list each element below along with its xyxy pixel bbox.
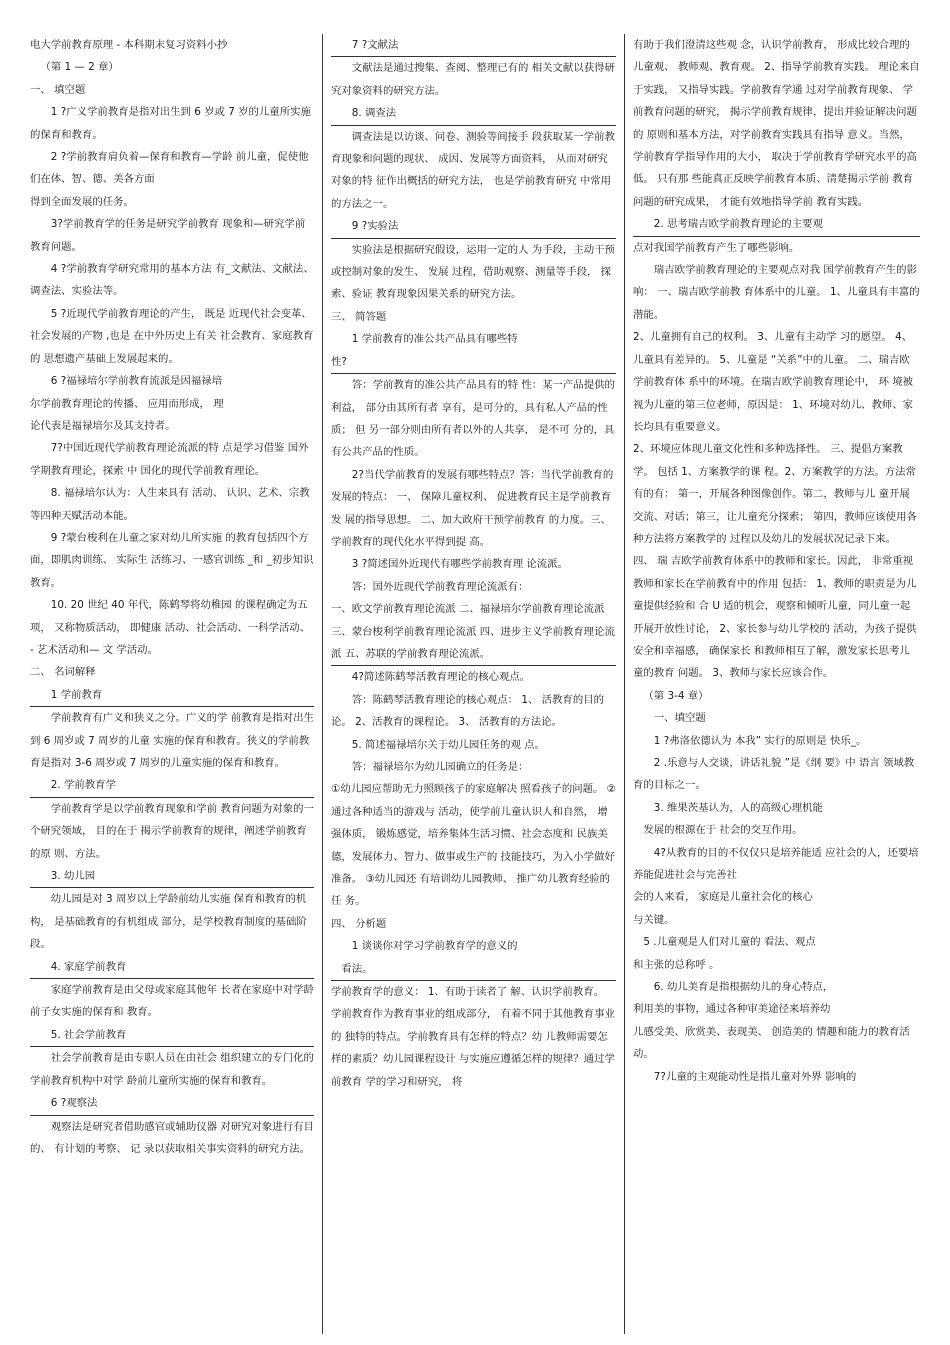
text-paragraph: 2 .乐意与人交谈，讲话礼貌 ”是《纲 要》中 语言 领域教育的目标之一。 xyxy=(633,757,915,792)
text-paragraph: 4 ?学前教育学研究常用的基本方法 有_文献法、文献法、调查法、实验法等。 xyxy=(30,263,314,298)
text-paragraph: 会的人来看， 家庭是儿童社会化的核心 xyxy=(633,891,813,904)
text-paragraph: （第 1 — 2 章） xyxy=(40,61,119,74)
text-paragraph: 2?当代学前教育的发展有哪些特点？答：当代学前教育的发展的特点： 一、 保障儿童权利、 促进教育民主是学前教育发 展的指导思想。 二、加大政府干预学前教育 的力度。三、学前教育的现代化水平得到提 高。 xyxy=(331,468,614,548)
text-paragraph: 5 .儿童观是人们对儿童的 看法、观点 xyxy=(643,936,816,949)
text-paragraph: 调查法是以访谈、问卷、测验等间接手 段获取某一学前教育现象和问题的现状、 成因、发展等方面资料， 从而对研究对象的特 征作出概括的研究方法， 也是学前教育研究 中常用的方法之一。 xyxy=(331,130,615,210)
text-paragraph: 6 ?福禄培尔学前教育流派是因福禄培 xyxy=(50,375,223,388)
text-paragraph: 答：陈鹤琴活教育理论的核心观点： 1、 活教育的目的论。 2、活教育的课程论。 3、 活教育的方法论。 xyxy=(331,693,604,729)
text-paragraph: 答：福禄培尔为幼儿园确立的任务是： xyxy=(351,761,529,773)
text-paragraph: 3 ?简述国外近现代有哪些学前教育理 论流派。 xyxy=(351,558,568,571)
text-paragraph: 6. 幼儿美育是指根据幼儿的身心特点， xyxy=(653,981,834,994)
text-paragraph: 一、欧文学前教育理论流派 二、福禄培尔学前教育理论流派 三、蒙台梭利学前教育理论流派 四、进步主义学前教育理论流派 五、苏联的学前教育理论流派。 xyxy=(331,603,615,660)
text-paragraph: 9 ?蒙台梭利在儿童之家对幼儿所实施 的教育包括四个方面，即肌肉训练、 实际生 活练习、一感官训练 _和 _初步知识教育。 xyxy=(30,531,314,589)
text-paragraph: 5 ?近现代学前教育理论的产生， 既是 近现代社会变革、社会发展的产物 ,也是 在中外历史上有关 社会教育、家庭教育的 思想遗产基础上发展起来的。 xyxy=(30,307,314,365)
text-paragraph: 一、填空题 xyxy=(653,712,706,725)
text-paragraph: 四、 分析题 xyxy=(331,917,387,930)
text-paragraph: 4?简述陈鹤琴活教育理论的核心观点。 xyxy=(331,665,616,688)
text-paragraph: 答：学前教育的准公共产品具有的特 性：某一产品提供的利益， 部分由其所有者 享有，是可分的，具有私人产品的性质； 但 另一部分则由所有者以外的人共享， 是不可 分的，具有公共产品的性质。 xyxy=(331,379,615,459)
text-paragraph: 3?学前教育学的任务是研究学前教育 现象和—研究学前教育问题。 xyxy=(30,218,306,253)
text-paragraph: ①幼儿园应帮助无力照顾孩子的家庭解决 照看孩子的问题。 ②通过各种适当的游戏与 活动，使学前儿童认识人和自然， 增强体质， 锻炼感觉，培养集体生活习惯、社会态度和 民族美德，发展体力、智力、做事或生产的 技能技巧，为入小学做好准备。 ③幼儿园还 有培训幼儿园教师、 推广幼儿教育经验的任 务。 xyxy=(331,783,616,908)
text-paragraph: 学前教育学的意义： 1、有助于读者了 解、认识学前教育。 学前教育作为教育事业的组成部分， 有着不同于其他教育事业的 独特的特点。学前教育具有怎样的特点？幼 儿教师需要怎样的素质？幼儿园课程设计 与实施应遵循怎样的规律？通过学前教育 学的学习和研究， 将 xyxy=(331,986,615,1088)
text-paragraph: 6 ?观察法 xyxy=(30,1092,314,1115)
text-paragraph: 性? xyxy=(331,351,616,374)
text-paragraph: 发展的根源在于 社会的交互作用。 xyxy=(643,824,803,837)
text-paragraph: 9 ?实验法 xyxy=(331,215,616,238)
column-right xyxy=(624,34,920,1334)
text-paragraph: 文献法是通过搜集、查阅、整理已有的 相关文献以获得研究对象资料的研究方法。 xyxy=(331,62,615,97)
text-paragraph: 5. 简述福禄培尔关于幼儿园任务的观 点。 xyxy=(351,738,545,751)
text-paragraph: 瑞吉欧学前教育理论的主要观点对我 国学前教育产生的影响： 一、瑞吉欧学前教 育体系中的儿童。 1、儿童具有丰富的潜能。 xyxy=(633,264,920,321)
text-paragraph: 1 ?弗洛依德认为 本我” 实行的原则是 快乐_。 xyxy=(653,734,867,747)
text-paragraph: 论代表是福禄培尔及其支持者。 xyxy=(30,419,176,432)
text-paragraph: 儿感受美、欣赏美、表现美、 创造美的 情趣和能力的教育活动。 xyxy=(633,1025,910,1061)
text-paragraph: 幼儿园是对 3 周岁以上学龄前幼儿实施 保育和教育的机构， 是基础教育的有机组成 部分，是学校教育制度的基础阶段。 xyxy=(30,893,307,951)
text-paragraph: 3. 幼儿园 xyxy=(30,865,314,888)
text-paragraph: 7?中国近现代学前教育理论流派的特 点是学习借鉴 国外学期教育理论，探索 中 国化的现代学前教育理论。 xyxy=(30,442,309,477)
text-paragraph: 3. 维果茨基认为，人的高级心理机能 xyxy=(653,801,823,814)
text-paragraph: 得到全面发展的任务。 xyxy=(30,195,134,208)
text-paragraph: 2、儿童拥有自己的权利。 3、儿童有主动学 习的愿望。 4、儿童具有差异的。 5、儿童是 “关系”中的儿童。 二、瑞吉欧学前教育体 系中的环境。在瑞吉欧学前教育理论中， 环 境被视为儿童的第三位老师，原因是： 1、环境对幼儿、教师、家长均具有重要意义。 xyxy=(633,331,914,433)
text-paragraph: 2. 思考瑞吉欧学前教育理论的主要观 xyxy=(633,213,920,236)
column-left xyxy=(30,34,322,1334)
text-paragraph: 8. 调查法 xyxy=(331,102,616,125)
text-paragraph: 10. 20 世纪 40 年代，陈鹤琴将幼稚园 的课程确定为五项， 又称物质活动， 即健康 活动、社会活动、一科学活动、 - 艺术活动和— 文 学活动。 xyxy=(30,599,311,656)
text-paragraph: （第 3-4 章） xyxy=(643,689,709,702)
column-middle xyxy=(322,34,624,1334)
text-paragraph: 实验法是根据研究假设，运用一定的人 为手段，主动干预或控制对象的发生、 发展 过程，借助观察、测量等手段， 探索、验证 教育现象因果关系的研究方法。 xyxy=(331,243,615,301)
text-paragraph: 7 ?文献法 xyxy=(331,34,616,57)
text-paragraph: 观察法是研究者借助感官或辅助仪器 对研究对象进行有目的、 有计划的考察、 记 录以获取相关事实资料的研究方法。 xyxy=(30,1120,314,1155)
text-paragraph: 4. 家庭学前教育 xyxy=(30,956,314,979)
text-paragraph: 4?从教育的目的不仅仅只是培养能适 应社会的人，还要培养能促进社会与完善社 xyxy=(633,846,919,882)
text-paragraph: 一、 填空题 xyxy=(30,83,86,96)
text-paragraph: 家庭学前教育是由父母或家庭其他年 长者在家庭中对学龄前子女实施的保育和 教育。 xyxy=(30,984,314,1019)
text-paragraph: 1 ?广义学前教育是指对出生到 6 岁或 7 岁的儿童所实施的保育和教育。 xyxy=(30,106,311,141)
text-paragraph: 尔学前教育理论的传播、 应用而形成， 理 xyxy=(30,397,224,410)
text-paragraph: 看法。 xyxy=(331,958,616,981)
text-paragraph: 社会学前教育是由专职人员在由社会 组织建立的专门化的学前教育机构中对学 龄前儿童所实施的保育和教育。 xyxy=(30,1052,314,1087)
text-paragraph: 利用美的事物，通过各种审美途径来培养幼 xyxy=(633,1003,831,1016)
text-paragraph: 有助于我们澄清这些观 念，认识学前教育， 形成比较合理的儿童观、 教师观、教育观。 2、指导学前教育实践。 理论来自于实践， 又指导实践。学前教育学通 过对学前教育现象、 学前教育问题的研究， 揭示学前教育规律，提出并验证解决问题的 原则和基本方法，对学前教育实践具有指导 意义。当然，学前教育学指导作用的大小， 取决于学前教育学研究水平的高低。 只有那 些能真正反映学前教育本质、清楚揭示学前 教育问题的研究成果， 才能有效地指导学前 教育实践。 xyxy=(633,39,920,208)
text-paragraph: 三、 简答题 xyxy=(331,310,387,323)
text-paragraph: 1 谈谈你对学习学前教育学的意义的 xyxy=(351,940,518,953)
text-paragraph: 8. 福禄培尔认为：人生来具有 活动、 认识、艺术、宗教等四种天赋活动本能。 xyxy=(30,487,310,522)
text-paragraph: 5. 社会学前教育 xyxy=(30,1024,314,1047)
text-paragraph: 与关键。 xyxy=(633,913,675,926)
text-paragraph: 1 学前教育的准公共产品具有哪些特 xyxy=(351,333,518,346)
text-paragraph: 学前教育有广义和狭义之分。广义的学 前教育是指对出生到 6 周岁或 7 周岁的儿童 实施的保育和教育。狭义的学前教育是指对 3-6 周岁或 7 周岁的儿童实施的保育和教育。 xyxy=(30,712,314,769)
text-paragraph: 2 ?学前教育肩负着—保育和教育—学龄 前儿童，促使他们在体、智、德、美各方面 xyxy=(30,151,309,186)
text-paragraph: 电大学前教育原理 - 本科期末复习资料小抄 xyxy=(30,39,228,51)
text-paragraph: 答：国外近现代学前教育理论流派有： xyxy=(351,580,529,593)
text-paragraph: 1 学前教育 xyxy=(30,684,314,707)
text-paragraph: 7?儿童的主观能动性是指儿童对外界 影响的 xyxy=(653,1070,857,1083)
text-paragraph: 2、环境应体现儿童文化性和多种选择性。 三、提倡方案教学。 包括 1、方案教学的课 程。2、方案教学的方法。方法常有的有： 第一，开展各种图像创作。第二，教师与儿 童开展交流、对话；第三，让儿童充分探索； 第四，教师应该使用各种方法将方案教学的 过程以及幼儿的发展状况记录下来。 四、 瑞 吉欧学前教育体系中的教师和家长。因此， 非常重视教师和家长在学前教育中的作用 包括： 1、教师的职责是为儿童提供经验和 合 U 适的机会，观察和倾听儿童，同儿童一起 开展开放性讨论， 2、家长参与幼儿学校的 活动，为孩子提供安全和幸福感， 确保家长 和教师相互了解，激发家长思考儿童的教育 问题。 3、教师与家长应该合作。 xyxy=(633,443,917,680)
text-paragraph: 2. 学前教育学 xyxy=(30,774,314,797)
text-paragraph: 和主张的总称呼 。 xyxy=(633,958,720,971)
text-paragraph: 学前教育学是以学前教育现象和学前 教育问题为对象的一个研究领域， 目的在于 揭示学前教育的规律，阐述学前教育的原 则、方法。 xyxy=(30,802,314,860)
text-paragraph: 点对我国学前教育产生了哪些影响。 xyxy=(633,241,800,254)
text-paragraph: 二、 名词解释 xyxy=(30,666,96,679)
